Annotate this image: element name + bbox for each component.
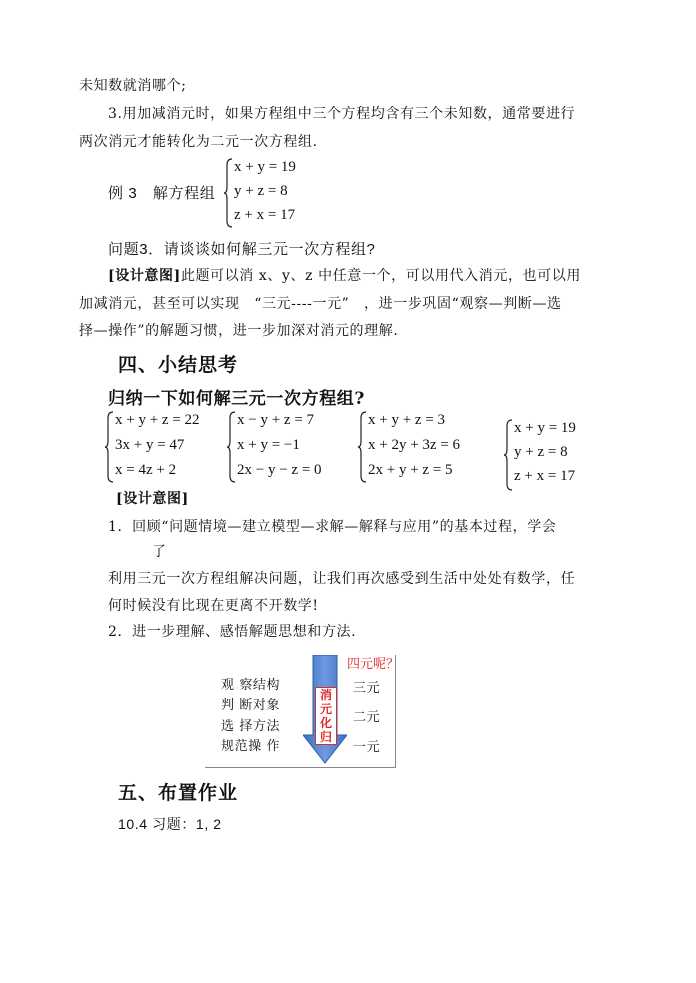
text-line: 1．回顾“问题情境—建立模型—求解—解释与应用”的基本过程，学会 [108,519,557,535]
equation: x + y = 19 [234,159,296,175]
text-line: 加减消元，甚至可以实现 “三元----一元” ，进一步巩固“观察—判断—选 [79,296,562,312]
equation: 3x + y = 47 [115,437,185,453]
text-line: 择—操作”的解题习惯，进一步加深对消元的理解. [79,323,399,339]
text-line: 3.用加减消元时，如果方程组中三个方程均含有三个未知数，通常要进行 [108,106,576,122]
equation-system [504,418,604,492]
text-line: 了 [152,544,167,560]
arrow-label [315,687,337,745]
diagram-question: 四元呢？ [347,657,400,672]
equation: 2x + y + z = 5 [368,462,453,478]
equation: y + z = 8 [234,183,288,199]
arrow-char: 归 [319,730,332,744]
diagram-level: 三元 [353,681,381,696]
equation: z + x = 17 [234,207,296,223]
equation: x + y = −1 [237,437,300,453]
subheading: 归纳一下如何解三元一次方程组? [108,389,365,409]
brace-icon [227,410,237,484]
section-heading: 五、布置作业 [118,782,239,804]
equation-system [105,410,225,484]
homework-text: 10.4 习题：1, 2 [118,816,222,832]
diagram-level: 一元 [353,740,381,755]
equation: x − y + z = 7 [237,412,315,428]
diagram-level: 二元 [353,710,381,725]
diagram-step: 观 察结构 [221,678,281,693]
text-line: 利用三元一次方程组解决问题，让我们再次感受到生活中处处有数学，任 [108,571,576,587]
equation-system-example3 [224,157,314,229]
diagram-step: 选 择方法 [221,719,281,734]
equation-system [358,410,478,484]
intent-tag: [设计意图] [116,491,189,507]
equation: x + y + z = 3 [368,412,446,428]
brace-icon [358,410,368,484]
question-heading: 问题3．请谈谈如何解三元一次方程组? [108,241,376,258]
equation: x + y + z = 22 [115,412,200,428]
text-line: 2．进一步理解、感悟解题思想和方法. [108,624,357,640]
arrow-char: 化 [319,716,332,730]
text-line: 两次消元才能转化为二元一次方程组. [79,134,318,150]
equation: x + y = 19 [514,420,576,436]
text-line: 何时候没有比现在更离不开数学! [108,598,319,614]
intent-paragraph [108,266,581,286]
brace-icon [224,157,234,229]
brace-icon [504,418,514,492]
intent-tag: [设计意图] [108,268,181,284]
arrow-char: 元 [319,702,332,716]
brace-icon [105,410,115,484]
diagram-step: 规范操 作 [221,739,281,754]
equation-system [227,410,347,484]
diagram-step: 判 断对象 [221,698,281,713]
text-line: 未知数就消哪个; [79,78,187,94]
arrow-char: 消 [319,688,332,702]
method-diagram [205,655,400,767]
section-heading: 四、小结思考 [118,354,239,376]
equation: 2x − y − z = 0 [237,462,322,478]
equation: z + x = 17 [514,468,576,484]
example-label: 例 3 解方程组 [108,185,216,202]
intent-text: 此题可以消 x、y、z 中任意一个，可以用代入消元，也可以用 [180,268,581,284]
equation: x = 4z + 2 [115,462,177,478]
equation: x + 2y + 3z = 6 [368,437,461,453]
equation: y + z = 8 [514,444,568,460]
